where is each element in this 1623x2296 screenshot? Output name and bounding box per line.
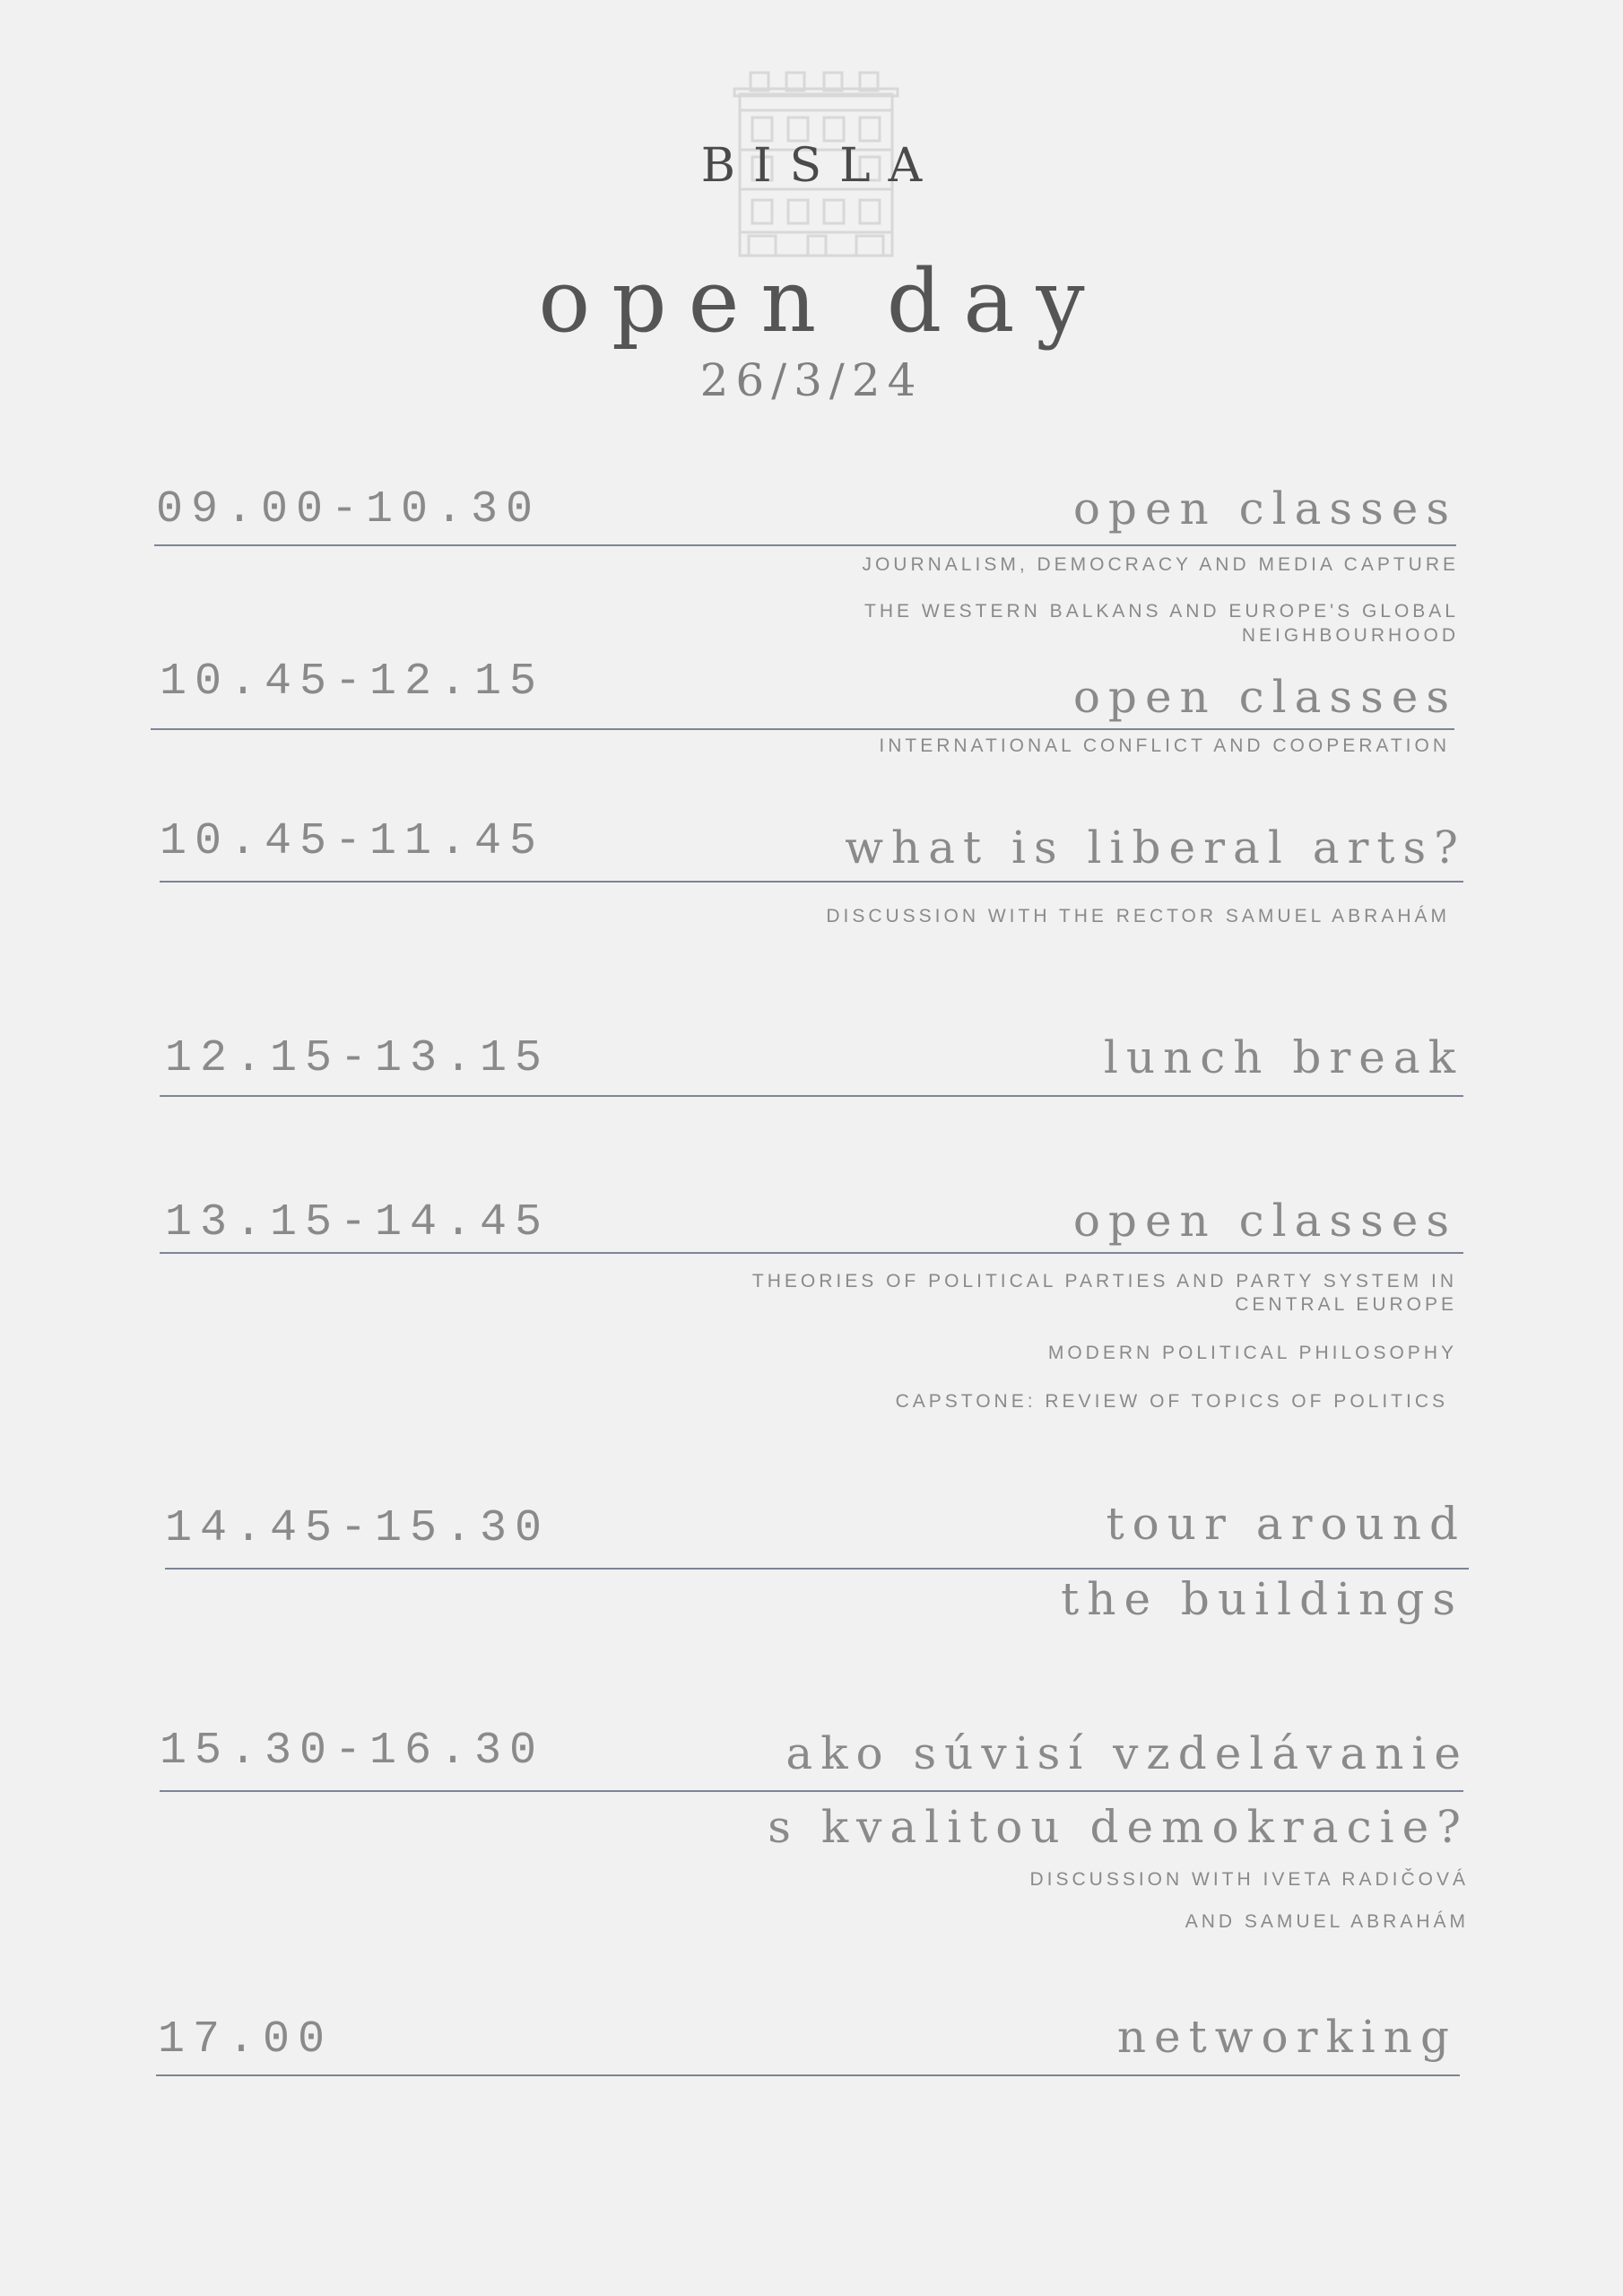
divider [160, 1095, 1463, 1097]
schedule-label: open classes [1072, 1195, 1457, 1247]
schedule-label: ako súvisí vzdelávanie [785, 1727, 1469, 1779]
schedule-label: open classes [1072, 671, 1457, 723]
schedule-detail: AND SAMUEL ABRAHÁM [1185, 1911, 1469, 1932]
schedule-label-line2: the buildings [1061, 1573, 1463, 1625]
schedule-label: open classes [1072, 483, 1457, 535]
divider [156, 2074, 1460, 2076]
schedule-time: 14.45-15.30 [165, 1503, 551, 1554]
schedule-detail: MODERN POLITICAL PHILOSOPHY [1047, 1343, 1457, 1363]
divider [154, 544, 1456, 546]
schedule-label: lunch break [1103, 1031, 1463, 1083]
divider [160, 881, 1463, 883]
event-date: 26/3/24 [699, 354, 924, 406]
page-title: open day [538, 251, 1107, 352]
schedule-detail: THE WESTERN BALKANS AND EUROPE'S GLOBAL [864, 601, 1459, 622]
schedule-time: 17.00 [158, 2014, 334, 2066]
divider [165, 1568, 1469, 1570]
divider [160, 1252, 1463, 1254]
schedule-time: 12.15-13.15 [165, 1033, 551, 1084]
schedule-label: networking [1116, 2011, 1457, 2063]
schedule-detail: DISCUSSION WITH THE RECTOR SAMUEL ABRAHÁM [826, 906, 1450, 926]
divider [151, 728, 1454, 730]
schedule-detail: THEORIES OF POLITICAL PARTIES AND PARTY SYSTEM IN [751, 1271, 1457, 1292]
header [0, 0, 1623, 422]
schedule-time: 15.30-16.30 [160, 1726, 545, 1777]
schedule-time: 13.15-14.45 [165, 1197, 551, 1248]
schedule-detail: CAPSTONE: REVIEW OF TOPICS OF POLITICS [895, 1391, 1448, 1412]
schedule-label: what is liberal arts? [845, 822, 1466, 874]
schedule-detail: JOURNALISM, DEMOCRACY AND MEDIA CAPTURE [862, 554, 1459, 575]
schedule-detail: NEIGHBOURHOOD [1241, 625, 1459, 646]
schedule-time: 09.00-10.30 [156, 484, 542, 535]
schedule-time: 10.45-12.15 [160, 657, 545, 708]
schedule-time: 10.45-11.45 [160, 816, 545, 867]
divider [160, 1790, 1463, 1792]
schedule-label: tour around [1106, 1498, 1466, 1550]
logo-text: BISLA [700, 139, 941, 193]
schedule-detail: DISCUSSION WITH IVETA RADIČOVÁ [1029, 1869, 1469, 1890]
schedule-detail: CENTRAL EUROPE [1235, 1294, 1457, 1315]
schedule-label-line2: s kvalitou demokracie? [768, 1801, 1469, 1853]
schedule-detail: INTERNATIONAL CONFLICT AND COOPERATION [879, 735, 1450, 756]
